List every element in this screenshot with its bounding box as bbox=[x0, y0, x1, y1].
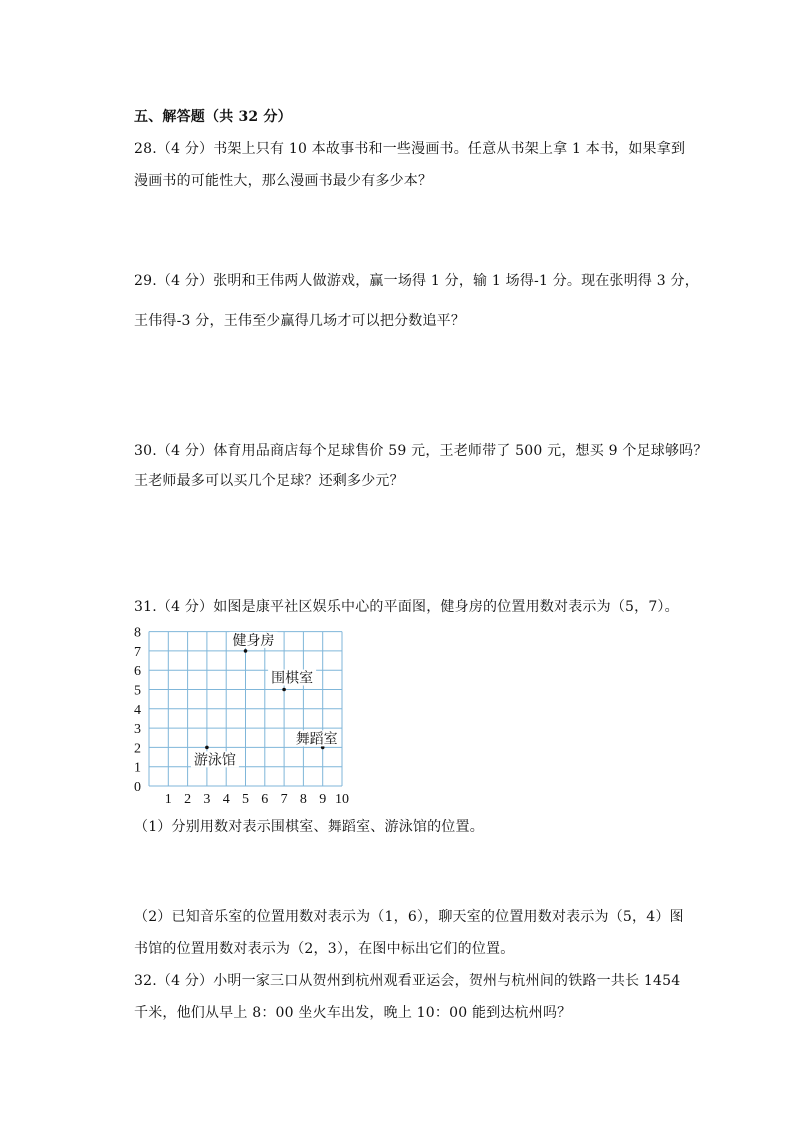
x-tick-label: 7 bbox=[280, 792, 288, 807]
x-tick-label: 9 bbox=[319, 792, 327, 807]
q29-line2: 王伟得-3 分，王伟至少赢得几场才可以把分数追平？ bbox=[134, 313, 466, 329]
q29-line1: 29.（4 分）张明和王伟两人做游戏，赢一场得 1 分，输 1 场得-1 分。现在张明得 3 分， bbox=[134, 273, 699, 289]
y-tick-label: 3 bbox=[134, 722, 141, 738]
q28-line2: 漫画书的可能性大，那么漫画书最少有多少本？ bbox=[134, 173, 433, 189]
q31-line1: 31.（4 分）如图是康平社区娱乐中心的平面图，健身房的位置用数对表示为（5，7）。 bbox=[134, 599, 679, 615]
y-tick-label: 1 bbox=[134, 760, 141, 776]
x-tick-label: 2 bbox=[184, 792, 192, 807]
y-tick-label: 5 bbox=[134, 683, 141, 699]
x-tick-label: 5 bbox=[242, 792, 249, 807]
y-tick-label: 0 bbox=[134, 780, 141, 795]
grid-svg bbox=[130, 622, 360, 807]
point-label: 健身房 bbox=[232, 633, 275, 649]
point-label: 围棋室 bbox=[271, 671, 314, 687]
section-heading: 五、解答题（共 32 分） bbox=[134, 109, 292, 125]
x-tick-label: 10 bbox=[335, 792, 349, 807]
x-tick-label: 4 bbox=[222, 792, 230, 807]
y-tick-label: 7 bbox=[134, 644, 141, 660]
coordinate-grid bbox=[130, 622, 360, 811]
y-tick-label: 6 bbox=[134, 664, 141, 680]
x-tick-label: 3 bbox=[203, 792, 211, 807]
y-tick-label: 2 bbox=[134, 741, 141, 757]
q32-line1: 32.（4 分）小明一家三口从贺州到杭州观看亚运会，贺州与杭州间的铁路一共长 1454 bbox=[134, 973, 681, 989]
location-point bbox=[244, 649, 248, 653]
x-tick-label: 6 bbox=[261, 792, 269, 807]
location-point bbox=[282, 688, 286, 692]
q28-line1: 28.（4 分）书架上只有 10 本故事书和一些漫画书。任意从书架上拿 1 本书，如果拿到 bbox=[134, 141, 686, 157]
q31-sub1: （1）分别用数对表示围棋室、舞蹈室、游泳馆的位置。 bbox=[134, 819, 484, 835]
x-tick-label: 8 bbox=[299, 792, 307, 807]
location-point bbox=[205, 746, 209, 750]
y-tick-label: 8 bbox=[134, 625, 141, 641]
q30-line2: 王老师最多可以买几个足球？还剩多少元？ bbox=[134, 473, 404, 489]
q31-sub2-line2: 书馆的位置用数对表示为（2，3），在图中标出它们的位置。 bbox=[134, 941, 515, 957]
x-tick-label: 1 bbox=[164, 792, 172, 807]
q30-line1: 30.（4 分）体育用品商店每个足球售价 59 元，王老师带了 500 元，想买 9 个足球够吗？ bbox=[134, 443, 708, 459]
y-tick-label: 4 bbox=[134, 702, 141, 718]
q32-line2: 千米，他们从早上 8：00 坐火车出发，晚上 10：00 能到达杭州吗？ bbox=[134, 1005, 572, 1021]
q31-sub2-line1: （2）已知音乐室的位置用数对表示为（1，6），聊天室的位置用数对表示为（5，4）图 bbox=[134, 909, 684, 925]
point-label: 游泳馆 bbox=[193, 753, 236, 769]
point-label: 舞蹈室 bbox=[295, 732, 338, 748]
